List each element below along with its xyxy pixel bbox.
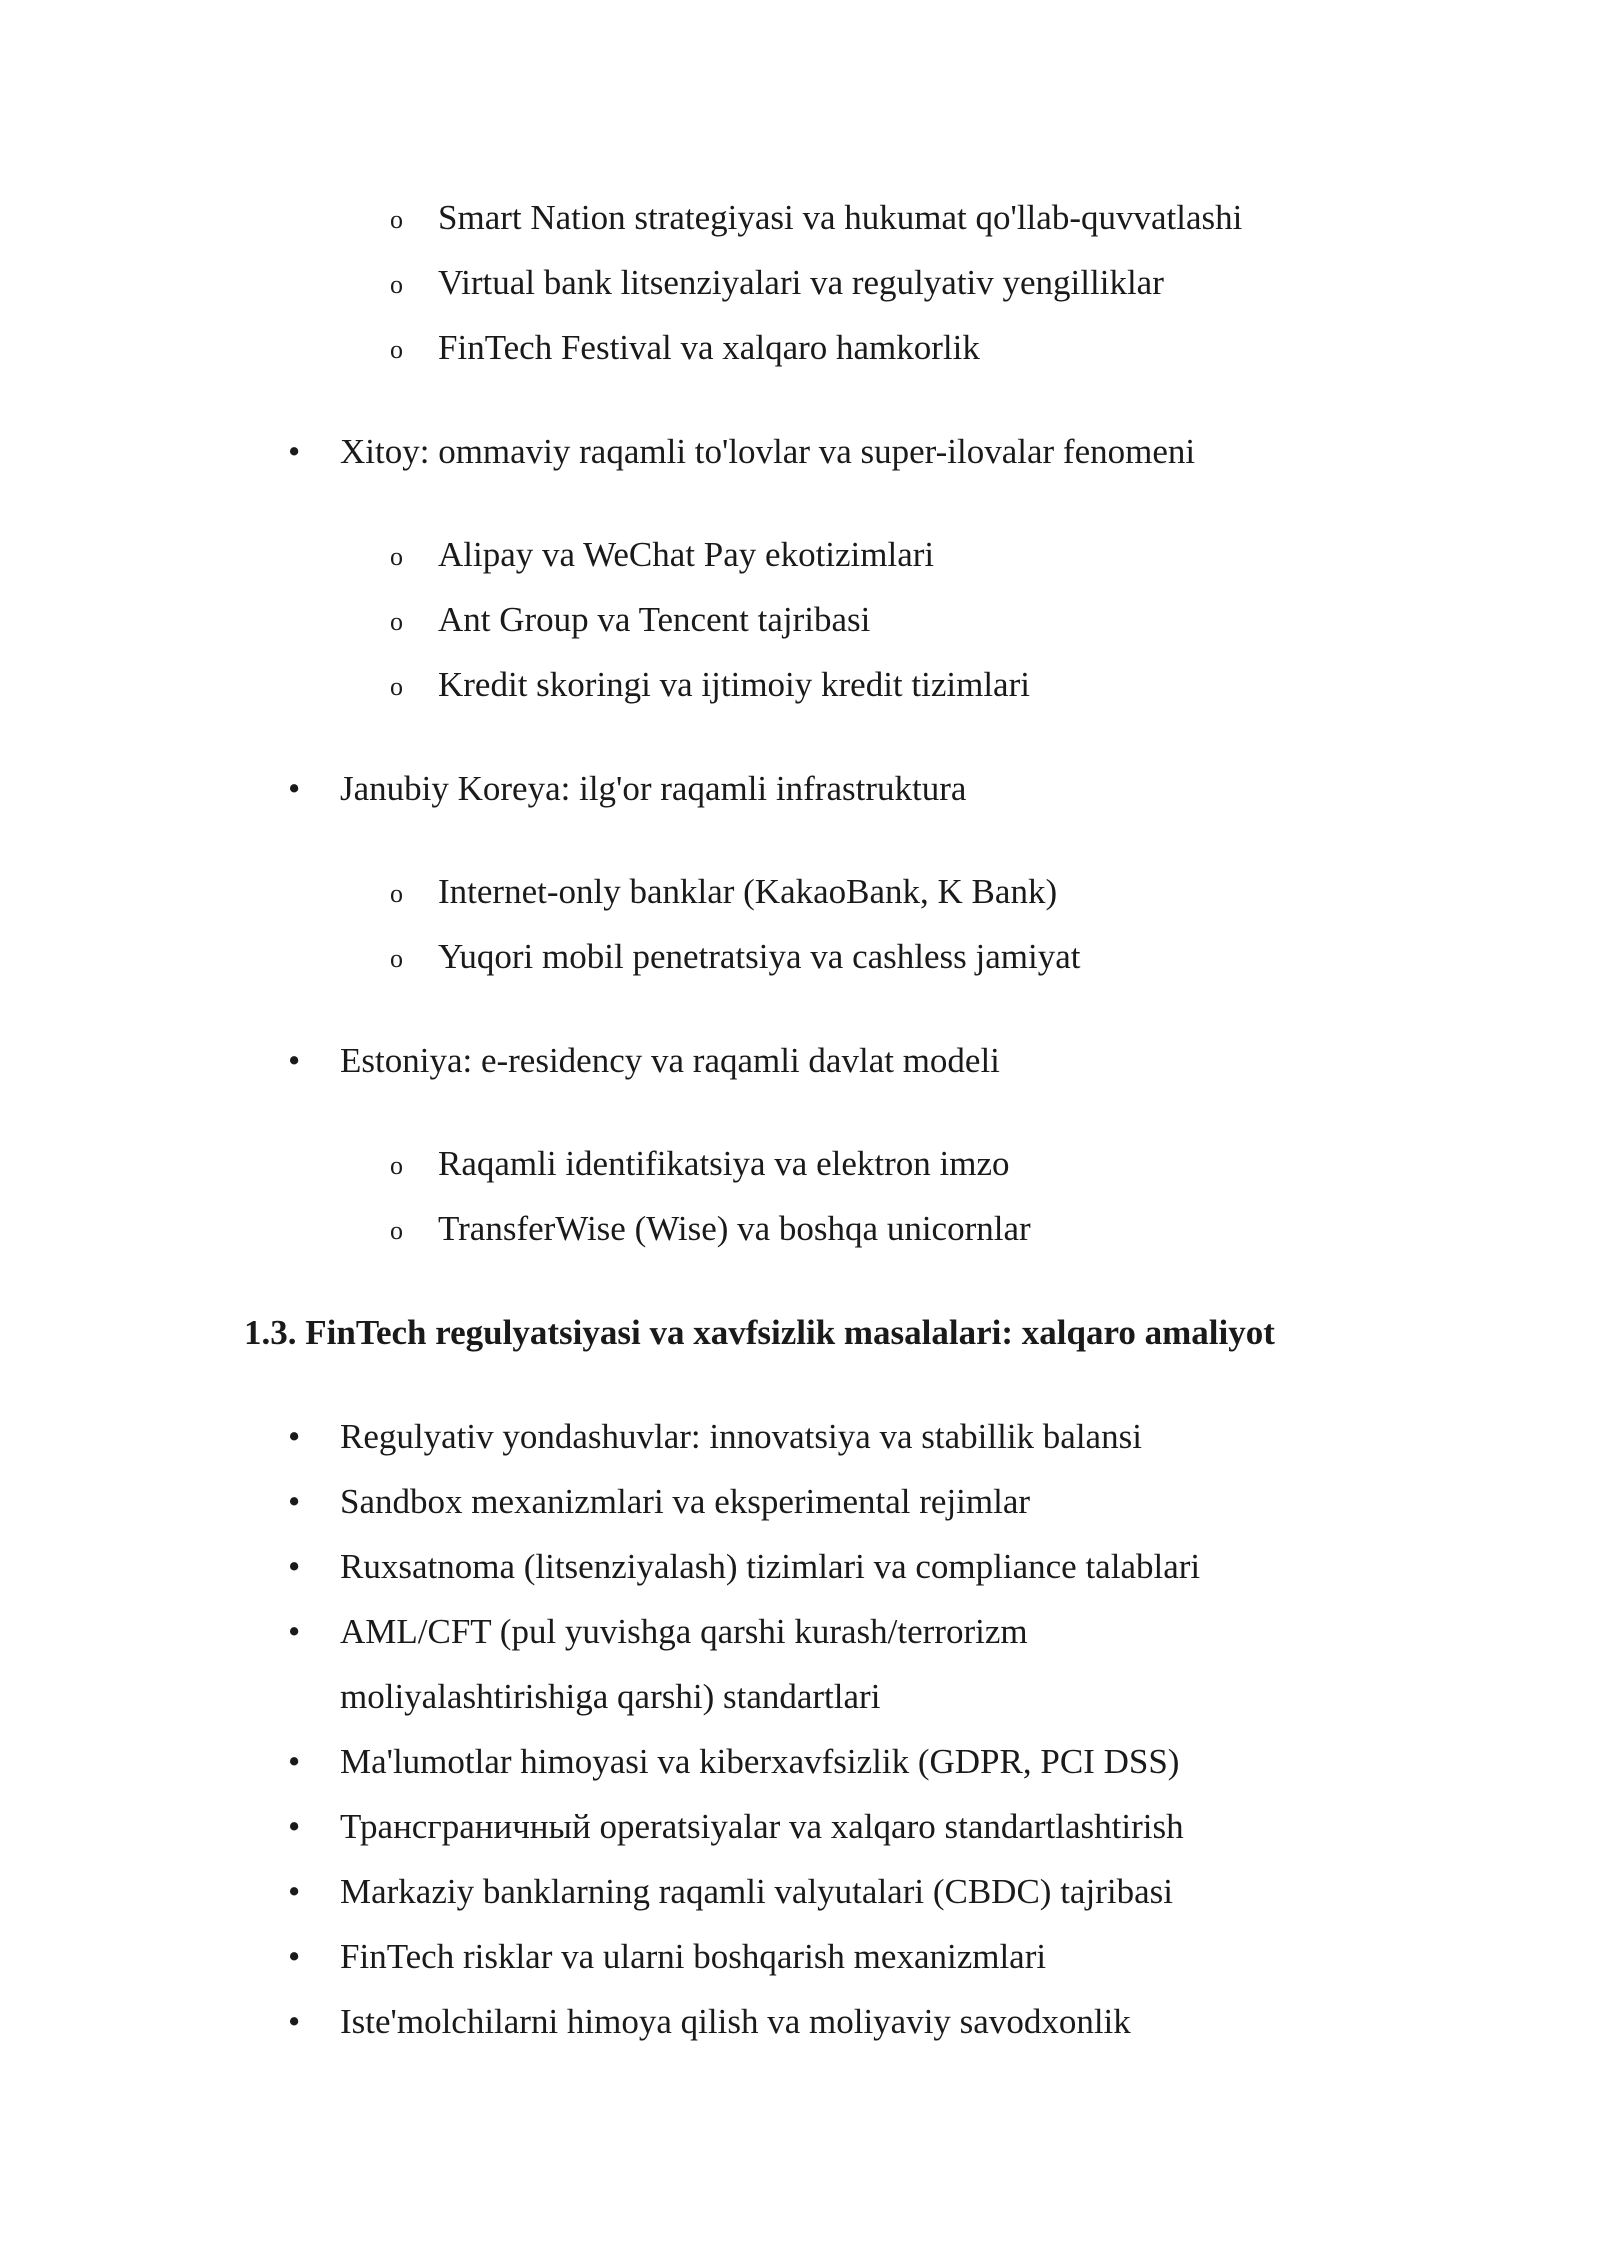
bullet-marker: •: [288, 1937, 301, 1976]
list-subitem: Kredit skoringi va ijtimoiy kredit tizimlari: [438, 665, 1030, 704]
section-heading: 1.3. FinTech regulyatsiyasi va xavfsizlik masalalari: xalqaro amaliyot: [244, 1313, 1275, 1352]
list-item: Ma'lumotlar himoyasi va kiberxavfsizlik (GDPR, PCI DSS): [340, 1742, 1180, 1781]
list-subitem: Yuqori mobil penetratsiya va cashless jamiyat: [438, 937, 1081, 976]
bullet-marker: •: [288, 432, 301, 471]
list-item: Трансграничный operatsiyalar va xalqaro standartlashtirish: [340, 1807, 1184, 1846]
sub-bullet-marker: o: [390, 542, 403, 571]
list-subitem: Internet-only banklar (KakaoBank, K Bank): [438, 872, 1058, 911]
sub-bullet-marker: o: [390, 270, 403, 299]
list-subitem: FinTech Festival va xalqaro hamkorlik: [438, 328, 980, 367]
bullet-marker: •: [288, 1807, 301, 1846]
list-subitem: Smart Nation strategiyasi va hukumat qo'llab-quvvatlashi: [438, 198, 1243, 237]
list-item: Markaziy banklarning raqamli valyutalari (CBDC) tajribasi: [340, 1872, 1173, 1911]
list-item: Ruxsatnoma (litsenziyalash) tizimlari va compliance talablari: [340, 1547, 1201, 1586]
list-item: Xitoy: ommaviy raqamli to'lovlar va super-ilovalar fenomeni: [340, 432, 1196, 471]
bullet-marker: •: [288, 1417, 301, 1456]
list-subitem: Virtual bank litsenziyalari va regulyativ yengilliklar: [438, 263, 1164, 302]
list-subitem: TransferWise (Wise) va boshqa unicornlar: [438, 1209, 1031, 1248]
list-item: Iste'molchilarni himoya qilish va moliyaviy savodxonlik: [340, 2002, 1131, 2041]
list-item: AML/CFT (pul yuvishga qarshi kurash/terrorizm: [340, 1612, 1028, 1651]
bullet-marker: •: [288, 1482, 301, 1521]
sub-bullet-marker: o: [390, 607, 403, 636]
bullet-marker: •: [288, 1612, 301, 1651]
list-item: Sandbox mexanizmlari va eksperimental rejimlar: [340, 1482, 1031, 1521]
bullet-marker: •: [288, 1547, 301, 1586]
bullet-marker: •: [288, 1742, 301, 1781]
sub-bullet-marker: o: [390, 879, 403, 908]
list-subitem: Alipay va WeChat Pay ekotizimlari: [438, 535, 935, 574]
sub-bullet-marker: o: [390, 944, 403, 973]
bullet-marker: •: [288, 769, 301, 808]
sub-bullet-marker: o: [390, 1151, 403, 1180]
sub-bullet-marker: o: [390, 335, 403, 364]
bullet-marker: •: [288, 1041, 301, 1080]
list-item: Estoniya: e-residency va raqamli davlat modeli: [340, 1041, 1000, 1080]
list-item-continuation: moliyalashtirishiga qarshi) standartlari: [340, 1677, 881, 1716]
list-item: FinTech risklar va ularni boshqarish mexanizmlari: [340, 1937, 1047, 1976]
list-item: Regulyativ yondashuvlar: innovatsiya va stabillik balansi: [340, 1417, 1142, 1456]
sub-bullet-marker: o: [390, 672, 403, 701]
sub-bullet-marker: o: [390, 1216, 403, 1245]
list-subitem: Ant Group va Tencent tajribasi: [438, 600, 871, 639]
list-item: Janubiy Koreya: ilg'or raqamli infrastruktura: [340, 769, 967, 808]
bullet-marker: •: [288, 2002, 301, 2041]
bullet-marker: •: [288, 1872, 301, 1911]
list-subitem: Raqamli identifikatsiya va elektron imzo: [438, 1144, 1010, 1183]
sub-bullet-marker: o: [390, 205, 403, 234]
